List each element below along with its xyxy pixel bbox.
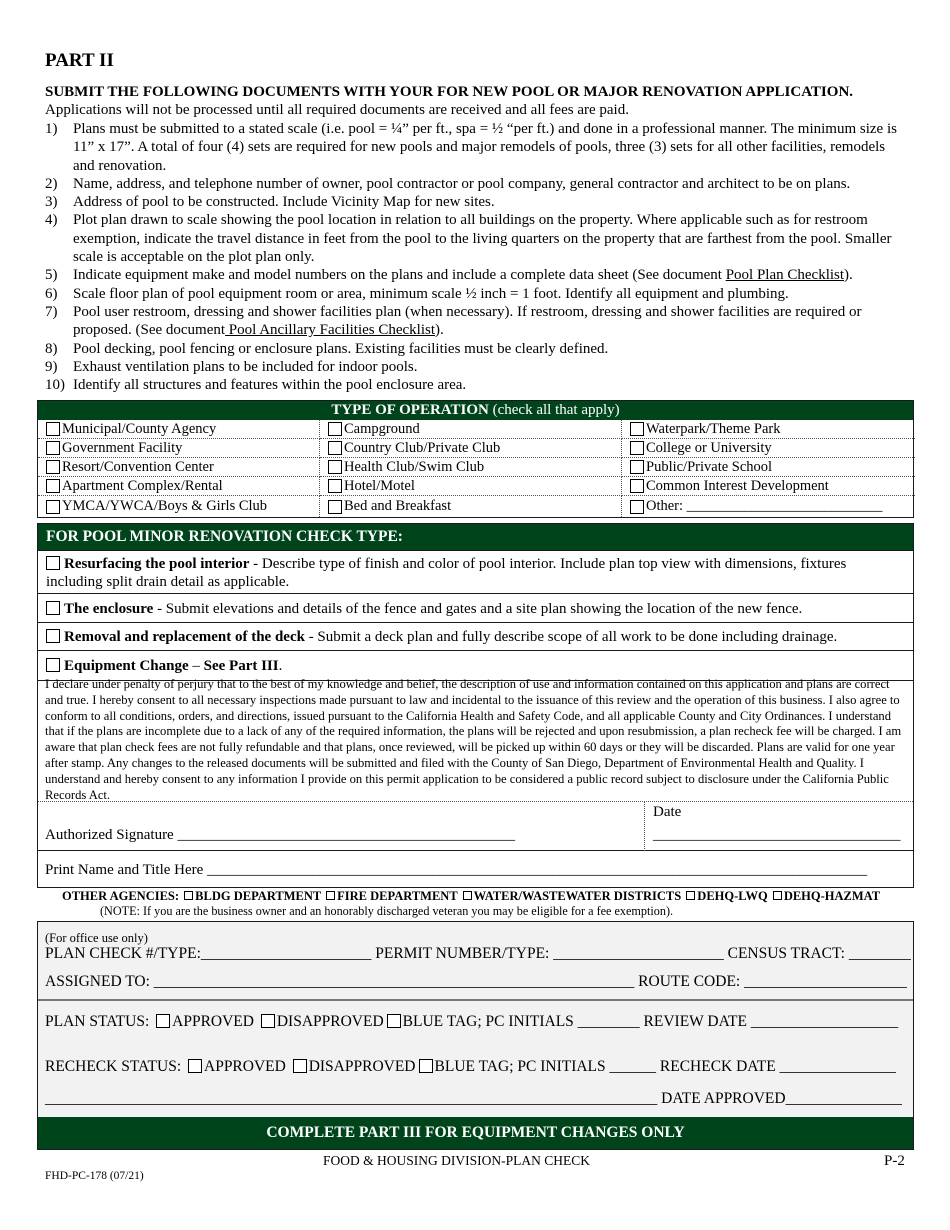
operation-checkbox[interactable] [328, 479, 342, 493]
requirement-number: 3) [45, 194, 58, 211]
authorized-signature-field[interactable]: Authorized Signature _____________________________________________ [45, 827, 515, 843]
operation-option-label: Resort/Convention Center [62, 458, 214, 475]
water-districts-checkbox[interactable] [463, 891, 472, 900]
deck-checkbox[interactable] [46, 629, 60, 643]
intro-text: Applications will not be processed until all required documents are received and all fees are paid. [45, 102, 629, 118]
plan-status-line [45, 1013, 898, 1031]
plan-check-line[interactable]: PLAN CHECK #/TYPE:______________________ PERMIT NUMBER/TYPE: ______________________ CENSUS TRACT: ________ [45, 945, 911, 962]
print-name-title-field[interactable]: Print Name and Title Here ________________________________________________________________________________________ [45, 862, 868, 878]
recheck-status-line [45, 1058, 896, 1076]
operation-option [38, 477, 320, 496]
operation-option-label: Other: ___________________________ [646, 498, 883, 514]
requirement-item [45, 285, 907, 303]
operation-option [320, 496, 622, 517]
plan-disapproved-checkbox[interactable] [261, 1014, 275, 1028]
disapproved-label: DISAPPROVED [308, 1058, 416, 1075]
minor-renovation-item [38, 622, 913, 650]
plan-approved-checkbox[interactable] [156, 1014, 170, 1028]
see-part-iii: See Part III [203, 658, 279, 674]
agency-label: FIRE DEPARTMENT [337, 889, 458, 903]
operation-option-label: Country Club/Private Club [344, 439, 501, 456]
operation-option [38, 420, 320, 439]
recheck-status-tail: BLUE TAG; PC INITIALS ______ RECHECK DATE _______________ [434, 1058, 896, 1075]
fire-department-checkbox[interactable] [326, 891, 335, 900]
requirement-number: 8) [45, 340, 58, 357]
operation-checkbox[interactable] [46, 500, 60, 514]
operation-options-grid [38, 420, 913, 517]
operation-checkbox[interactable] [630, 500, 644, 514]
requirement-text: Pool decking, pool fencing or enclosure plans. Existing facilities must be clearly defined. [73, 340, 609, 357]
requirement-number: 9) [45, 358, 58, 375]
requirement-item [45, 266, 907, 284]
date-field[interactable]: _________________________________ [653, 827, 901, 843]
operation-option-label: Bed and Breakfast [344, 498, 452, 514]
approved-label: APPROVED [172, 1013, 258, 1030]
operation-option-label: Campground [344, 420, 420, 437]
equipment-change-checkbox[interactable] [46, 658, 60, 672]
requirement-text-before: Pool user restroom, dressing and shower facilities plan (when necessary). If restroom, dressing and shower facilities are required or proposed. (See document [73, 303, 862, 339]
plan-status-tail: BLUE TAG; PC INITIALS ________ REVIEW DATE ___________________ [402, 1013, 899, 1030]
minor-renovation-item [38, 550, 913, 593]
recheck-status-label: RECHECK STATUS: [45, 1058, 185, 1075]
operation-checkbox[interactable] [630, 422, 644, 436]
operation-checkbox[interactable] [328, 422, 342, 436]
operation-option [38, 439, 320, 458]
type-of-operation-subtitle: (check all that apply) [488, 402, 620, 418]
operation-option [320, 477, 622, 496]
operation-option [622, 420, 915, 439]
minor-renovation-item [38, 593, 913, 622]
requirement-number: 10) [45, 377, 65, 394]
minor-item-period: . [278, 658, 283, 674]
signature-row [38, 801, 913, 851]
other-agencies-prefix: OTHER AGENCIES: [62, 889, 180, 903]
requirement-text-after: ). [844, 267, 853, 284]
requirement-item [45, 120, 907, 175]
requirement-text-before: Indicate equipment make and model numbers on the plans and include a complete data sheet (See document [73, 267, 726, 284]
operation-option [320, 439, 622, 458]
type-of-operation-header [38, 401, 913, 420]
recheck-approved-checkbox[interactable] [188, 1059, 202, 1073]
operation-option [320, 458, 622, 477]
date-label: Date [653, 804, 682, 820]
operation-checkbox[interactable] [630, 479, 644, 493]
operation-option [622, 477, 915, 496]
requirement-text: Address of pool to be constructed. Include Vicinity Map for new sites. [73, 194, 495, 211]
operation-option-label: YMCA/YWCA/Boys & Girls Club [62, 498, 268, 514]
operation-option-label: Government Facility [62, 439, 183, 456]
minor-item-text: - Submit elevations and details of the fence and gates and a site plan showing the location of the new fence. [153, 601, 803, 617]
dehq-lwq-checkbox[interactable] [686, 891, 695, 900]
minor-item-text: – [188, 658, 204, 674]
requirement-text: Identify all structures and features within the pool enclosure area. [73, 377, 467, 394]
minor-item-title: The enclosure [64, 601, 154, 617]
requirement-number: 6) [45, 285, 58, 302]
recheck-disapproved-checkbox[interactable] [293, 1059, 307, 1073]
approved-label: APPROVED [204, 1058, 290, 1075]
operation-checkbox[interactable] [46, 479, 60, 493]
requirement-item [45, 303, 907, 340]
recheck-blue-tag-checkbox[interactable] [419, 1059, 433, 1073]
submit-heading: SUBMIT THE FOLLOWING DOCUMENTS WITH YOUR FOR NEW POOL OR MAJOR RENOVATION APPLICATION. [45, 84, 854, 100]
operation-option-label: Apartment Complex/Rental [62, 477, 223, 494]
minor-item-text: - Submit a deck plan and fully describe scope of all work to be done including drainage. [304, 629, 838, 645]
part-title: PART II [45, 50, 114, 71]
minor-item-title: Resurfacing the pool interior [64, 556, 250, 572]
operation-option [622, 439, 915, 458]
form-id: FHD-PC-178 (07/21) [45, 1170, 144, 1182]
type-of-operation-table [37, 400, 914, 518]
requirement-number: 1) [45, 121, 58, 137]
requirement-number: 2) [45, 175, 58, 192]
requirement-item [45, 376, 907, 394]
type-of-operation-title: TYPE OF OPERATION [331, 402, 489, 418]
operation-option-label: College or University [646, 439, 772, 456]
minor-item-title: Removal and replacement of the deck [64, 629, 305, 645]
minor-item-text: - Describe type of finish and color of pool interior. Include plan top view with dimensions, fixtures including split drain detail as applicable. [46, 556, 847, 590]
date-approved-line[interactable]: _______________________________________________________________________________ DATE APPROVED_______________ [45, 1090, 902, 1107]
office-use-section [37, 921, 914, 1150]
agency-label: WATER/WASTEWATER DISTRICTS [473, 889, 685, 903]
plan-status-label: PLAN STATUS: [45, 1013, 154, 1030]
equipment-changes-banner: COMPLETE PART III FOR EQUIPMENT CHANGES ONLY [38, 1117, 913, 1149]
disapproved-label: DISAPPROVED [276, 1013, 384, 1030]
resurfacing-checkbox[interactable] [46, 556, 60, 570]
page-number: P-2 [884, 1153, 905, 1169]
requirement-item [45, 340, 907, 358]
footer-division: FOOD & HOUSING DIVISION-PLAN CHECK [323, 1153, 591, 1168]
pool-plan-checklist-link[interactable]: Pool Plan Checklist [725, 267, 845, 284]
operation-checkbox[interactable] [630, 460, 644, 474]
requirement-item [45, 358, 907, 376]
minor-renovation-section [37, 523, 914, 681]
operation-option-label: Health Club/Swim Club [344, 458, 485, 475]
operation-checkbox[interactable] [630, 441, 644, 455]
plan-blue-tag-checkbox[interactable] [387, 1014, 401, 1028]
veteran-note: (NOTE: If you are the business owner and an honorably discharged veteran you may be eligible for a fee exemption). [100, 904, 674, 918]
other-agencies [62, 889, 880, 904]
assigned-to-line[interactable]: ASSIGNED TO: ______________________________________________________________ ROUTE CODE: _____________________ [45, 973, 907, 990]
requirement-number: 7) [45, 303, 58, 320]
operation-option [622, 458, 915, 477]
requirement-text: Name, address, and telephone number of owner, pool contractor or pool company, general contractor and architect to be on plans. [73, 175, 851, 192]
requirement-text [73, 266, 907, 284]
requirement-text: Plans must be submitted to a stated scale (i.e. pool = ¼” per ft., spa = ½ “per ft.) and done in a professional manner. The minimum size is 11” x 17”. A total of four (4) sets are required for new pools and major remodels of pools, three (3) sets for all other facilities, remodels and renovation. [73, 121, 897, 174]
date-divider [644, 802, 645, 851]
requirement-item [45, 175, 907, 193]
declaration-section [37, 674, 914, 888]
operation-option-label: Common Interest Development [646, 477, 829, 494]
requirement-text: Plot plan drawn to scale showing the pool location in relation to all buildings on the property. Where applicable such as for restroom exemption, indicate the travel distance in feet from the pool to the living quarters on the property that are farthest from the pool. Smaller scale is acceptable on the plot plan only. [73, 212, 892, 266]
dehq-hazmat-checkbox[interactable] [773, 891, 782, 900]
minor-item-title: Equipment Change [64, 658, 189, 674]
operation-checkbox[interactable] [328, 500, 342, 514]
requirement-number: 4) [45, 212, 58, 229]
office-use-label: (For office use only) [45, 931, 148, 945]
operation-option-label: Waterpark/Theme Park [646, 420, 781, 437]
operation-checkbox[interactable] [46, 441, 60, 455]
operation-option [320, 420, 622, 439]
operation-option-label: Municipal/County Agency [62, 420, 217, 437]
operation-option [38, 458, 320, 477]
requirement-text: Exhaust ventilation plans to be included for indoor pools. [73, 358, 418, 375]
requirement-item [45, 211, 907, 266]
operation-option [622, 496, 915, 517]
enclosure-checkbox[interactable] [46, 601, 60, 615]
requirement-number: 5) [45, 267, 58, 284]
operation-option-label: Hotel/Motel [344, 477, 415, 494]
minor-renovation-header: FOR POOL MINOR RENOVATION CHECK TYPE: [38, 524, 913, 550]
operation-checkbox[interactable] [46, 460, 60, 474]
declaration-text: I declare under penalty of perjury that to the best of my knowledge and belief, the description of use and information contained on this application and plans are correct and true. I hereby consent to all necessary inspections made pursuant to law and incidental to the issuance of this review and the operation of this business. I also agree to conform to all conditions, orders, and directions, issued pursuant to the California Health and Safety Code, and all applicable County and City Ordinances. I understand that if the plans are incomplete due to a lack of any of the required information, the plans will be rejected and upon resubmission, a plan recheck fee will be charged. I am aware that plan check fees are not fully refundable and that plans, once reviewed, will be picked up within 60 days or they will be discarded. Plans are valid for one year after stamp. Any changes to the released documents will be submitted and filed with the County of San Diego, Department of Environmental Health and Quality. I understand and hereby consent to any information I provide on this permit application to be considered a public record subject to disclosure under the California Public Records Act. [45, 677, 902, 802]
requirement-text: Scale floor plan of pool equipment room or area, minimum scale ½ inch = 1 foot. Identify all equipment and plumbing. [73, 285, 789, 302]
requirements-list [45, 120, 907, 394]
requirement-text [73, 303, 907, 340]
operation-checkbox[interactable] [46, 422, 60, 436]
operation-checkbox[interactable] [328, 441, 342, 455]
agency-label: DEHQ-HAZMAT [783, 889, 881, 903]
bldg-department-checkbox[interactable] [184, 891, 193, 900]
operation-checkbox[interactable] [328, 460, 342, 474]
ancillary-facilities-checklist-link[interactable]: Pool Ancillary Facilities Checklist [225, 322, 436, 339]
agency-label: BLDG DEPARTMENT [195, 889, 322, 903]
requirement-text-after: ). [435, 322, 444, 339]
agency-label: DEHQ-LWQ [697, 889, 768, 903]
operation-option [38, 496, 320, 517]
operation-option-label: Public/Private School [646, 458, 773, 475]
requirement-item [45, 193, 907, 211]
office-separator [38, 999, 913, 1001]
